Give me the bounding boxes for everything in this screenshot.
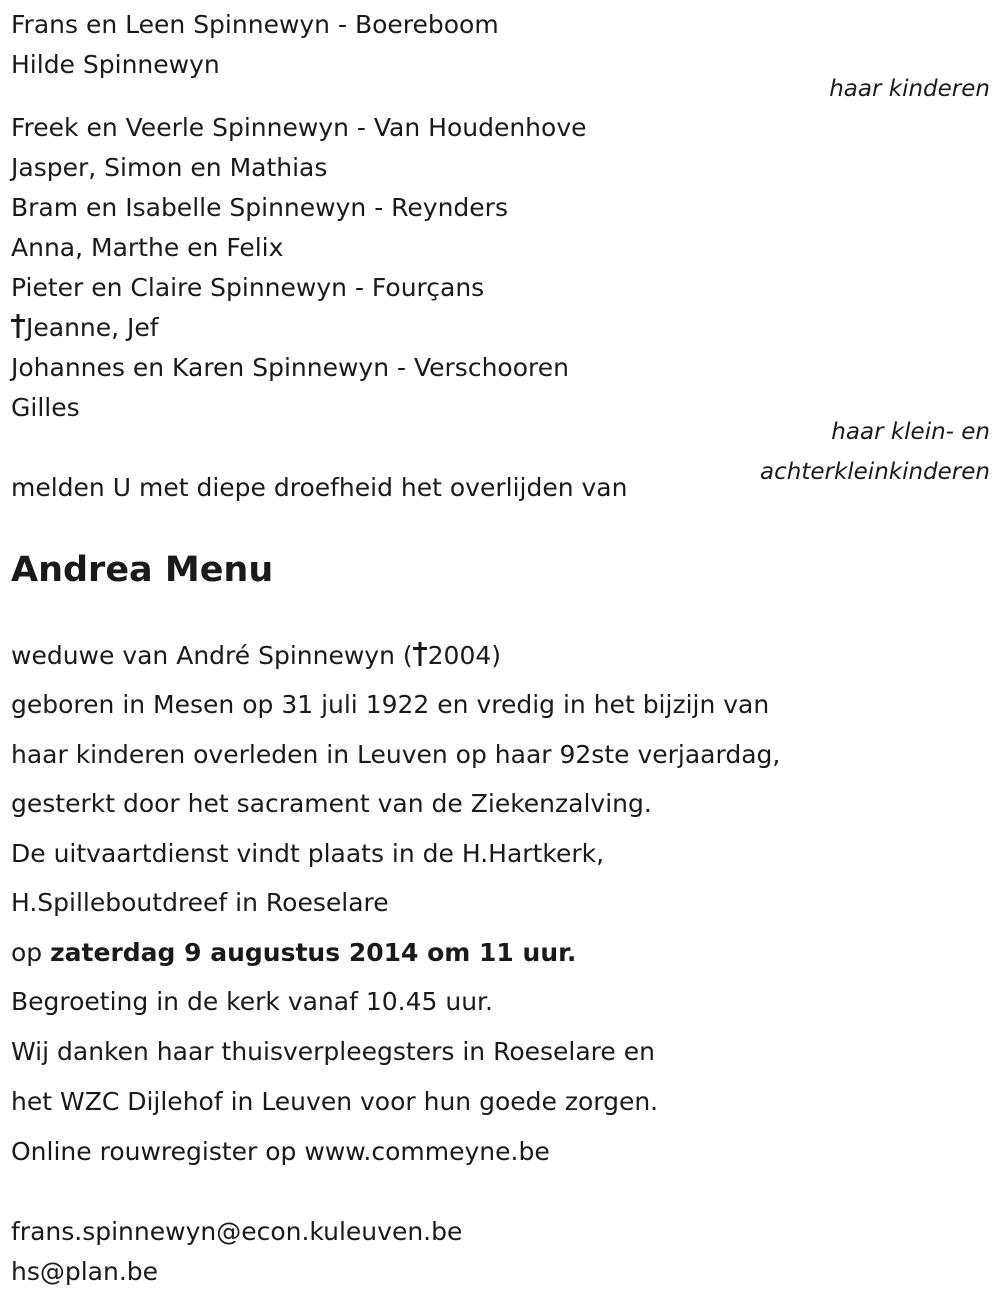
- family-line: Johannes en Karen Spinnewyn - Verschooren: [11, 353, 569, 382]
- grandchildren-label: achterkleinkinderen: [760, 459, 990, 485]
- body-line: Online rouwregister op www.commeyne.be: [11, 1137, 550, 1166]
- family-line: Pieter en Claire Spinnewyn - Fourçans: [11, 273, 485, 302]
- family-line: Jasper, Simon en Mathias: [11, 153, 328, 182]
- contact-email: frans.spinnewyn@econ.kuleuven.be: [11, 1217, 463, 1246]
- family-line: Freek en Veerle Spinnewyn - Van Houdenhove: [11, 113, 587, 142]
- service-line: [11, 938, 576, 968]
- body-line: gesterkt door het sacrament van de Ziekenzalving.: [11, 789, 652, 818]
- children-label: haar kinderen: [829, 76, 990, 102]
- cross-icon: [413, 642, 427, 666]
- family-line-deceased: [11, 313, 159, 343]
- family-line: Frans en Leen Spinnewyn - Boereboom: [11, 10, 499, 39]
- family-line: Hilde Spinnewyn: [11, 50, 220, 79]
- body-line: De uitvaartdienst vindt plaats in de H.Hartkerk,: [11, 839, 605, 868]
- body-line: haar kinderen overleden in Leuven op haar 92ste verjaardag,: [11, 740, 781, 769]
- service-prefix: op: [11, 938, 51, 967]
- widow-line: [11, 641, 501, 671]
- body-line: geboren in Mesen op 31 juli 1922 en vredig in het bijzijn van: [11, 690, 770, 719]
- grandchildren-label: haar klein- en: [831, 419, 990, 445]
- widow-text: weduwe van André Spinnewyn (: [11, 641, 413, 670]
- contact-email: hs@plan.be: [11, 1257, 159, 1286]
- family-line-text: Jeanne, Jef: [26, 313, 159, 342]
- service-date: zaterdag 9 augustus 2014 om 11 uur.: [50, 938, 577, 967]
- widow-year: 2004): [427, 641, 502, 670]
- body-line: Begroeting in de kerk vanaf 10.45 uur.: [11, 987, 493, 1016]
- cross-icon: [11, 314, 25, 338]
- body-line: H.Spilleboutdreef in Roeselare: [11, 888, 389, 917]
- announcement-text: melden U met diepe droefheid het overlijden van: [11, 473, 628, 502]
- family-line: Bram en Isabelle Spinnewyn - Reynders: [11, 193, 508, 222]
- family-line: Anna, Marthe en Felix: [11, 233, 284, 262]
- body-line: het WZC Dijlehof in Leuven voor hun goede zorgen.: [11, 1087, 659, 1116]
- family-line: Gilles: [11, 393, 80, 422]
- body-line: Wij danken haar thuisverpleegsters in Roeselare en: [11, 1037, 655, 1066]
- deceased-name: Andrea Menu: [11, 550, 274, 590]
